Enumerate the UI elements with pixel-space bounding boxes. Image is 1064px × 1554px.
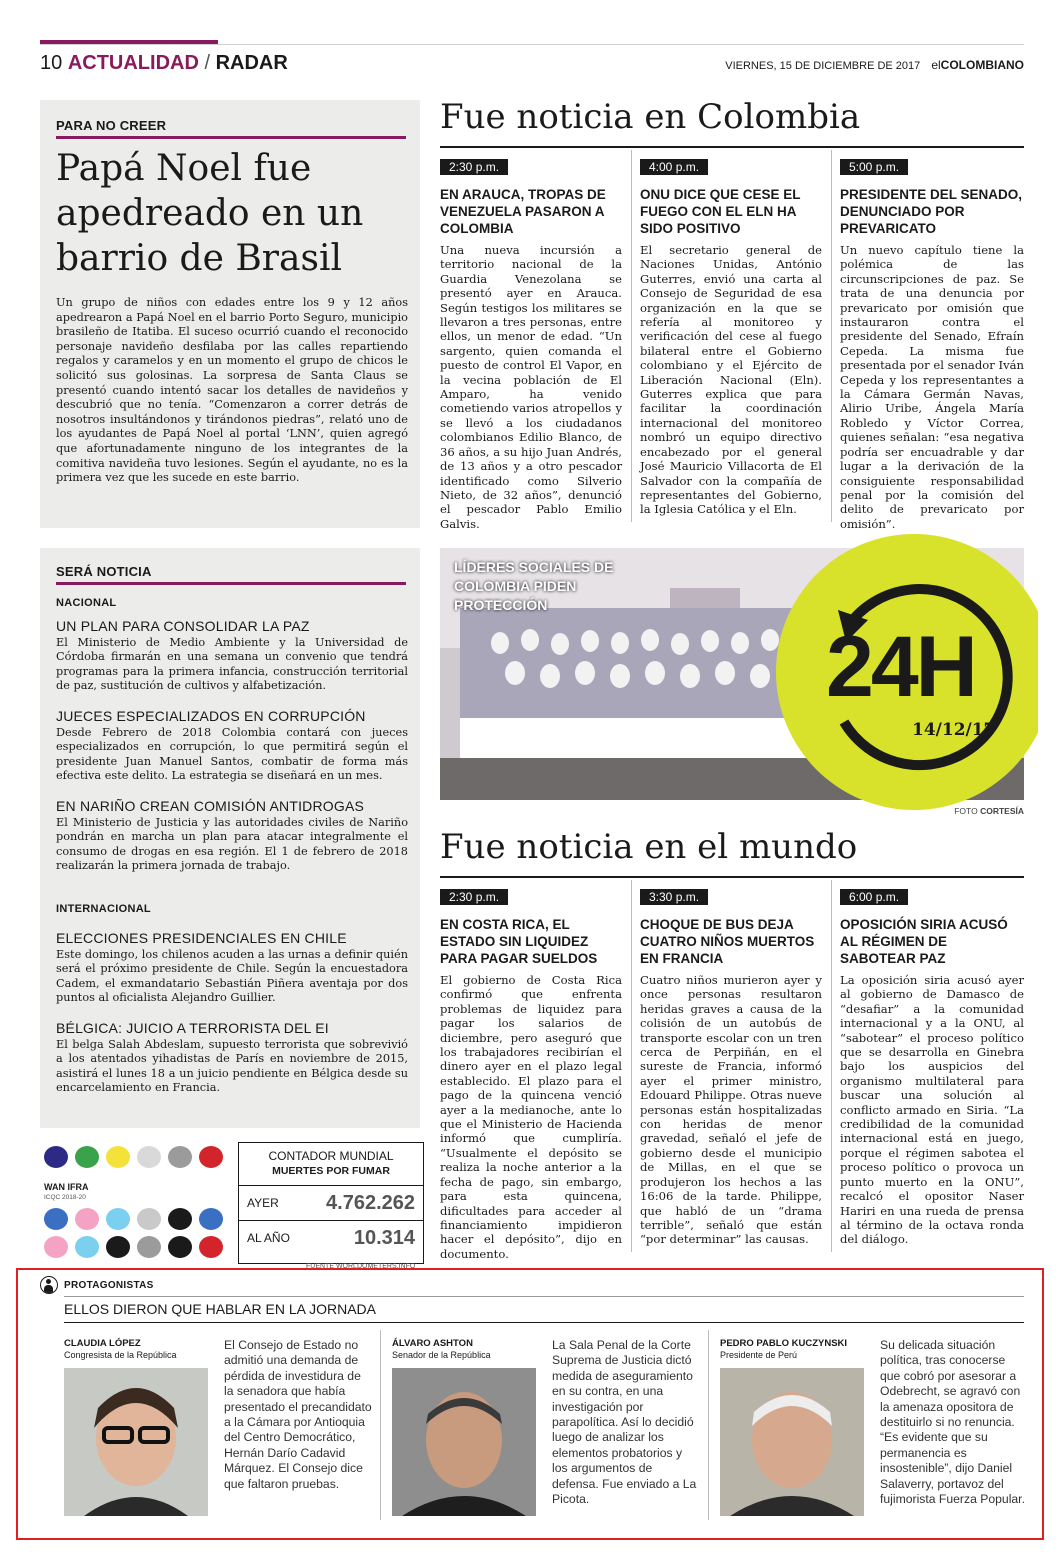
- protagonist-text: Su delicada situación política, tras conocerse que cobró por asesorar a Odebrecht, se agravó con la amenaza opositora de destituirlo si no renuncia. “Es evidente que su permanencia es insostenible”, dijo Daniel Salaverry, portavoz del fujimorista Fuerza Popular.: [880, 1338, 1025, 1507]
- article-body: Cuatro niños murieron ayer y once personas resultaron heridas graves a causa de la colisión de un autobús de transporte escolar con un tren cerca de Perpiñán, en el sureste de Francia, informó ayer el primer ministro, Edouard Philippe. Otras nueve personas están hospitalizadas con heridas de menor gravedad, señaló el jefe de gobierno desde el municipio de Millas, en el que se produjeron los hechos a las 16:06 de la tarde. Philippe, que habló de un “drama terrible”, señaló que están “por determinar” las causas.: [640, 973, 822, 1247]
- article-headline: EN ARAUCA, TROPAS DE VENEZUELA PASARON A COLOMBIA: [440, 187, 606, 236]
- counter-row-ayer: [239, 1185, 423, 1220]
- time-badge: 2:30 p.m.: [440, 159, 508, 175]
- protagonist-photo-lopez: [64, 1368, 208, 1516]
- color-swatch: [44, 1208, 68, 1230]
- item-body: Este domingo, los chilenos acuden a las urnas a definir quién será el próximo presidente de Chile. Según la encuestadora Cadem, el exmandatario Sebastián Piñera aventaja por dos puntos al oficialista Alejandro Guillier.: [56, 948, 408, 1005]
- column-divider: [831, 880, 832, 1252]
- item-title: JUECES ESPECIALIZADOS EN CORRUPCIÓN: [56, 708, 366, 724]
- counter-source: FUENTE WORLDOMETERS.INFO: [306, 1263, 416, 1270]
- section-name: ACTUALIDAD: [67, 52, 199, 74]
- color-swatch: [168, 1236, 192, 1258]
- portrait-illustration: [720, 1368, 864, 1516]
- color-swatch: [137, 1146, 161, 1168]
- para-no-creer-headline: Papá Noel fue apedreado en un barrio de Brasil: [56, 148, 364, 279]
- color-swatch: [199, 1208, 223, 1230]
- mundo-rule: [440, 876, 1024, 878]
- protagonist-text: El Consejo de Estado no admitió una demanda de pérdida de investidura de la senadora que había presentado el precandidato a la Cámara por Antioquia del Centro Democrático, Hernán Darío Cadavid Márquez. El Consejo dice que faltaron pruebas.: [224, 1338, 372, 1491]
- ayer-value: 4.762.262: [326, 1191, 415, 1214]
- ano-label: AL AÑO: [247, 1231, 290, 1245]
- issue-date: VIERNES, 15 DE DICIEMBRE DE 2017: [725, 60, 921, 72]
- protagonistas-subtitle: ELLOS DIERON QUE HABLAR EN LA JORNADA: [64, 1301, 376, 1317]
- para-no-creer-body: Un grupo de niños con edades entre los 9 y 12 años apedrearon a Papá Noel en el barrio Porto Seguro, municipio brasileño de Itatiba. El suceso ocurrió cuando el reconocido personaje navideño desfilaba por las calles repartiendo regalos y caramelos y en un momento el grupo de chicos le solicitó sus golosinas. La sorpresa de Santa Claus se presentó cuando intentó sacar los detalles de navideños y descubrió que no tenía. “Comenzaron a correr detrás de nosotros insultándonos y tirándonos piedras”, relató uno de los ayudantes de Papá Noel al portal ‘LNN’, quien agregó que afortunadamente ninguno de los integrantes de la comitiva navideña tuvo lesiones. Según el ayudante, no es la primera vez que les sucede en este barrio.: [56, 296, 408, 485]
- time-badge: 5:00 p.m.: [840, 159, 908, 175]
- header-separator: /: [204, 52, 211, 74]
- portrait-illustration: [64, 1368, 208, 1516]
- color-swatch: [137, 1236, 161, 1258]
- world-counter: [238, 1142, 424, 1264]
- time-badge: 2:30 p.m.: [440, 889, 508, 905]
- time-badge: 3:30 p.m.: [640, 889, 708, 905]
- color-swatch: [106, 1208, 130, 1230]
- subsection-name: RADAR: [215, 52, 288, 74]
- colombia-col-1: [440, 158, 622, 531]
- item-body: Desde Febrero de 2018 Colombia contará con jueces especializados en corrupción, lo que permitirá según el presidente Juan Manuel Santos, combatir de forma más efectiva este delito. La estrategia se diseñará en un mes.: [56, 726, 408, 783]
- article-headline: CHOQUE DE BUS DEJA CUATRO NIÑOS MUERTOS EN FRANCIA: [640, 917, 815, 966]
- color-swatch: [168, 1208, 192, 1230]
- color-swatch: [137, 1208, 161, 1230]
- header-rule: [40, 44, 1024, 45]
- item-body: El belga Salah Abdeslam, supuesto terrorista que sobrevivió a los atentados yihadistas de París en noviembre de 2015, asistirá el lunes 18 a un juicio pendiente en Bélgica desde su encarcelamiento en Francia.: [56, 1038, 408, 1095]
- icqc-label: ICQC 2018-20: [44, 1194, 86, 1201]
- protagonistas-rule: [64, 1296, 1024, 1297]
- page-number: 10: [40, 52, 63, 74]
- internacional-item: [56, 930, 408, 1006]
- protagonist-text: La Sala Penal de la Corte Suprema de Justicia dictó medida de aseguramiento en su contra, en una investigación por parapolítica. Así lo decidió luego de analizar los elementos probatorios y los argumentos de defensa. Fue enviado a La Picota.: [552, 1338, 697, 1507]
- column-divider: [631, 880, 632, 1252]
- counter-row-ano: [239, 1220, 423, 1255]
- person-icon: [40, 1276, 58, 1294]
- colombia-col-2: [640, 158, 822, 517]
- wan-ifra-label: WAN IFRA: [44, 1182, 89, 1192]
- colombia-rule: [440, 146, 1024, 148]
- protagonist-name: ÁLVARO ASHTON: [392, 1338, 473, 1349]
- nacional-label: NACIONAL: [56, 597, 117, 609]
- mundo-section-title: Fue noticia en el mundo: [440, 827, 858, 867]
- purple-rule: [56, 136, 406, 139]
- page-header: [40, 52, 288, 75]
- color-swatch: [75, 1146, 99, 1168]
- article-body: El secretario general de Naciones Unidas, António Guterres, envió una carta al Consejo de Seguridad de esa organización en la que se refería al monitoreo y verificación del cese al fuego bilateral entre el Gobierno colombiano y el Ejército de Liberación Nacional (Eln). Guterres explica que para facilitar la coordinación internacional del monitoreo nombró un equipo directivo encabezado por el general José Mauricio Villacorta de El Salvador con la compañía de representantes del Gobierno, la Iglesia Católica y el Eln.: [640, 243, 822, 517]
- nacional-item: [56, 708, 408, 784]
- photo-credit: FOTO CORTESÍA: [954, 806, 1024, 816]
- para-no-creer-box: [40, 100, 420, 528]
- time-badge: 6:00 p.m.: [840, 889, 908, 905]
- protagonist-photo-ashton: [392, 1368, 536, 1516]
- logo-24h-text: 24H: [826, 619, 975, 715]
- print-color-bar: [44, 1146, 224, 1262]
- portrait-illustration: [392, 1368, 536, 1516]
- logo-24h-date: 14/12/17: [912, 720, 996, 740]
- article-headline: PRESIDENTE DEL SENADO, DENUNCIADO POR PREVARICATO: [840, 187, 1023, 236]
- color-swatch: [106, 1236, 130, 1258]
- header-right: [725, 58, 1024, 72]
- item-body: El Ministerio de Justicia y las autoridades civiles de Nariño pondrán en marcha un plan para atacar integralmente el consumo de drogas en esa región. El 1 de febrero de 2018 realizarán la primera jornada de trabajo.: [56, 816, 408, 873]
- column-divider: [831, 150, 832, 522]
- logo-24h: [776, 534, 1038, 810]
- colombia-col-3: [840, 158, 1024, 531]
- color-swatch: [106, 1146, 130, 1168]
- para-no-creer-label: PARA NO CREER: [56, 118, 167, 133]
- time-badge: 4:00 p.m.: [640, 159, 708, 175]
- nacional-item: [56, 798, 408, 874]
- ano-value: 10.314: [353, 1226, 415, 1249]
- article-headline: OPOSICIÓN SIRIA ACUSÓ AL RÉGIMEN DE SABOTEAR PAZ: [840, 917, 1008, 966]
- item-title: BÉLGICA: JUICIO A TERRORISTA DEL EI: [56, 1020, 329, 1036]
- protagonist-photo-kuczynski: [720, 1368, 864, 1516]
- protagonist-role: Congresista de la República: [64, 1350, 177, 1360]
- item-title: EN NARIÑO CREAN COMISIÓN ANTIDROGAS: [56, 798, 365, 814]
- article-body: El gobierno de Costa Rica confirmó que enfrenta problemas de liquidez para pagar los salarios de diciembre, pero aseguró que los trabajadores recibirían el dinero ayer en el plazo legal establecido. El plazo para el pago de la quincena venció ayer a la medianoche, ante lo que el Ministerio de Hacienda informó que cumpliría. “Usualmente el depósito se realiza la noche anterior a la fecha de pago, sin embargo, para esta quincena, dificultades para acceder al financiamiento impidieron hacer el depósito”, dijo en documento.: [440, 973, 622, 1261]
- protagonistas-label: PROTAGONISTAS: [64, 1280, 154, 1291]
- article-headline: EN COSTA RICA, EL ESTADO SIN LIQUIDEZ PARA PAGAR SUELDOS: [440, 917, 598, 966]
- color-swatch: [75, 1236, 99, 1258]
- ayer-label: AYER: [247, 1196, 279, 1210]
- counter-title: CONTADOR MUNDIAL: [268, 1149, 394, 1163]
- sera-noticia-label: SERÁ NOTICIA: [56, 564, 152, 579]
- article-body: Un nuevo capítulo tiene la polémica de las circunscripciones de paz. Se trata de una denuncia por prevaricato por omisión que instauraron contra el presidente del Senado, Efraín Cepeda. La misma fue presentada por el senador Iván Cepeda y los representantes a la Cámara Germán Navas, Alirio Uribe, Ángela María Robledo y Víctor Correa, quienes señalan: “esa negativa podría ser encuadrable y dar lugar a la derivación de la consiguiente responsabilidad penal por la comisión del delito de prevaricato por omisión”.: [840, 243, 1024, 531]
- masthead-brand: elCOLOMBIANO: [931, 58, 1024, 72]
- color-swatch: [75, 1208, 99, 1230]
- sera-noticia-box: [40, 548, 420, 1128]
- color-swatch: [44, 1236, 68, 1258]
- purple-rule: [56, 582, 406, 585]
- mundo-col-3: [840, 888, 1024, 1247]
- color-swatch: [168, 1146, 192, 1168]
- color-swatch: [199, 1146, 223, 1168]
- mundo-col-1: [440, 888, 622, 1261]
- colombia-section-title: Fue noticia en Colombia: [440, 97, 861, 137]
- mundo-col-2: [640, 888, 822, 1247]
- item-title: UN PLAN PARA CONSOLIDAR LA PAZ: [56, 618, 310, 634]
- item-body: El Ministerio de Medio Ambiente y la Universidad de Córdoba firmarán en una semana un convenio que tendrá programas para la primera infancia, construcción territorial de paz, sustitución de cultivos y alfabetización.: [56, 636, 408, 693]
- protagonist-name: CLAUDIA LÓPEZ: [64, 1338, 141, 1349]
- protagonist-name: PEDRO PABLO KUCZYNSKI: [720, 1338, 848, 1349]
- internacional-item: [56, 1020, 408, 1096]
- counter-subtitle: MUERTES POR FUMAR: [272, 1165, 390, 1177]
- protagonist-role: Senador de la República: [392, 1350, 491, 1360]
- color-swatch: [199, 1236, 223, 1258]
- article-body: La oposición siria acusó ayer al gobierno de Damasco de “desafiar” a la comunidad internacional y a la ONU, al “sabotear” el proceso político que se desarrolla en Ginebra bajo los auspicios del organismo multilateral para buscar una solución al conflicto armado en Siria. “La credibilidad de la comunidad internacional está en juego, porque el régimen sabotea el proceso político o provoca un punto muerto en la ONU”, recalcó el opositor Naser Hariri en una rueda de prensa al término de la octava ronda del diálogo.: [840, 973, 1024, 1247]
- protagonistas-rule-2: [64, 1322, 1024, 1323]
- column-divider: [380, 1330, 381, 1520]
- column-divider: [631, 150, 632, 522]
- internacional-label: INTERNACIONAL: [56, 903, 151, 915]
- protagonist-role: Presidente de Perú: [720, 1350, 798, 1360]
- color-swatch: [44, 1146, 68, 1168]
- column-divider: [708, 1330, 709, 1520]
- article-headline: ONU DICE QUE CESE EL FUEGO CON EL ELN HA SIDO POSITIVO: [640, 187, 801, 236]
- article-body: Una nueva incursión a territorio nacional de la Guardia Venezolana se presentó ayer en Arauca. Según testigos los militares se llevaron a tres personas, entre ellos, un menor de edad. “Un sargento, quien comanda el puesto de control El Vapor, en la vecina población de El Amparo, ha venido cometiendo varios atropellos y se llevó a los ciudadanos colombianos Edilio Blanco, de 36 años, a su hijo Juan Andrés, de 13 años y a otro pescador identificado como Silverio Nieto, de 32 años”, denunció el pescador Pablo Emilio Galvis.: [440, 243, 622, 531]
- photo-caption: LÍDERES SOCIALES DE COLOMBIA PIDEN PROTECCIÓN: [454, 559, 614, 613]
- item-title: ELECCIONES PRESIDENCIALES EN CHILE: [56, 930, 347, 946]
- nacional-item: [56, 618, 408, 694]
